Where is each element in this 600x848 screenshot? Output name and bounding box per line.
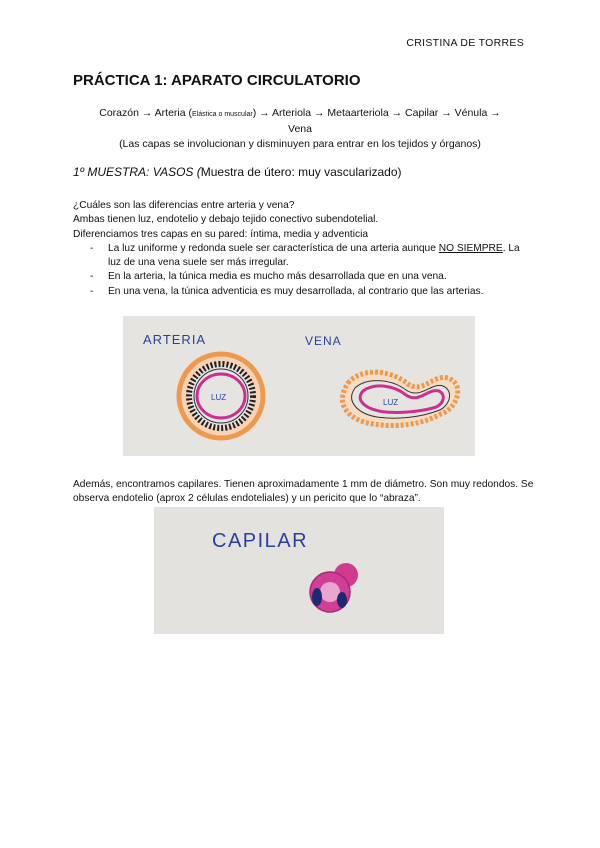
list-item xyxy=(73,242,533,271)
list-item: - En una vena, la túnica adventicia es muy desarrollada, al contrario que las arterias. xyxy=(73,285,533,299)
bullet-1-b: . La luz de una vena suele ser más irregular. xyxy=(108,242,520,269)
circulation-flow xyxy=(73,106,527,152)
list-item: - En la arteria, la túnica media es mucho más desarrollada que en una vena. xyxy=(73,270,533,284)
bullet-1-underlined: NO SIEMPRE xyxy=(438,242,503,254)
sample-heading xyxy=(73,165,402,179)
artery-lumen-label: LUZ xyxy=(211,393,227,402)
capillaries-text: Además, encontramos capilares. Tienen aproximadamente 1 mm de diámetro. Son muy redondos. Se observa endotelio (aprox 2 células endoteliales) y un pericito que lo “abraza”. xyxy=(73,479,534,505)
flow-part2: ) → Arteriola → Metaarteriola → Capilar → Vénula → xyxy=(252,107,501,119)
paragraph-line-1: Ambas tienen luz, endotelio y debajo tejido conectivo subendotelial. xyxy=(73,214,379,226)
capillary-label: CAPILAR xyxy=(212,530,309,552)
endothelial-nucleus-left xyxy=(312,588,322,606)
flow-note: (Las capas se involucionan y disminuyen para entrar en los tejidos y órganos) xyxy=(119,138,481,150)
vein-lumen-label: LUZ xyxy=(383,398,399,407)
endothelial-nucleus-right xyxy=(337,592,347,608)
flow-part1: Corazón → Arteria ( xyxy=(99,107,193,119)
capillary-drawing xyxy=(154,507,444,634)
sample-label: 1º MUESTRA: VASOS ( xyxy=(73,165,201,179)
artery-vein-drawing xyxy=(123,316,475,456)
flow-small-note: Elástica o muscular xyxy=(192,111,253,118)
question: ¿Cuáles son las diferencias entre arteria y vena? xyxy=(73,200,295,211)
flow-part3: Vena xyxy=(288,123,312,135)
vein-label: VENA xyxy=(305,334,342,348)
bullet-1-a: La luz uniforme y redonda suele ser característica de una arteria aunque xyxy=(108,242,439,254)
differences-list xyxy=(73,242,533,299)
artery-label: ARTERIA xyxy=(143,332,207,347)
capillary-lumen xyxy=(320,582,340,602)
paragraph-line-2: Diferenciamos tres capas en su pared: íntima, media y adventicia xyxy=(73,228,369,240)
sample-detail: Muestra de útero: muy vascularizado) xyxy=(200,165,402,179)
author-name: CRISTINA DE TORRES xyxy=(406,37,524,49)
page-title: PRÁCTICA 1: APARATO CIRCULATORIO xyxy=(73,72,361,89)
vessels-text xyxy=(73,199,533,299)
